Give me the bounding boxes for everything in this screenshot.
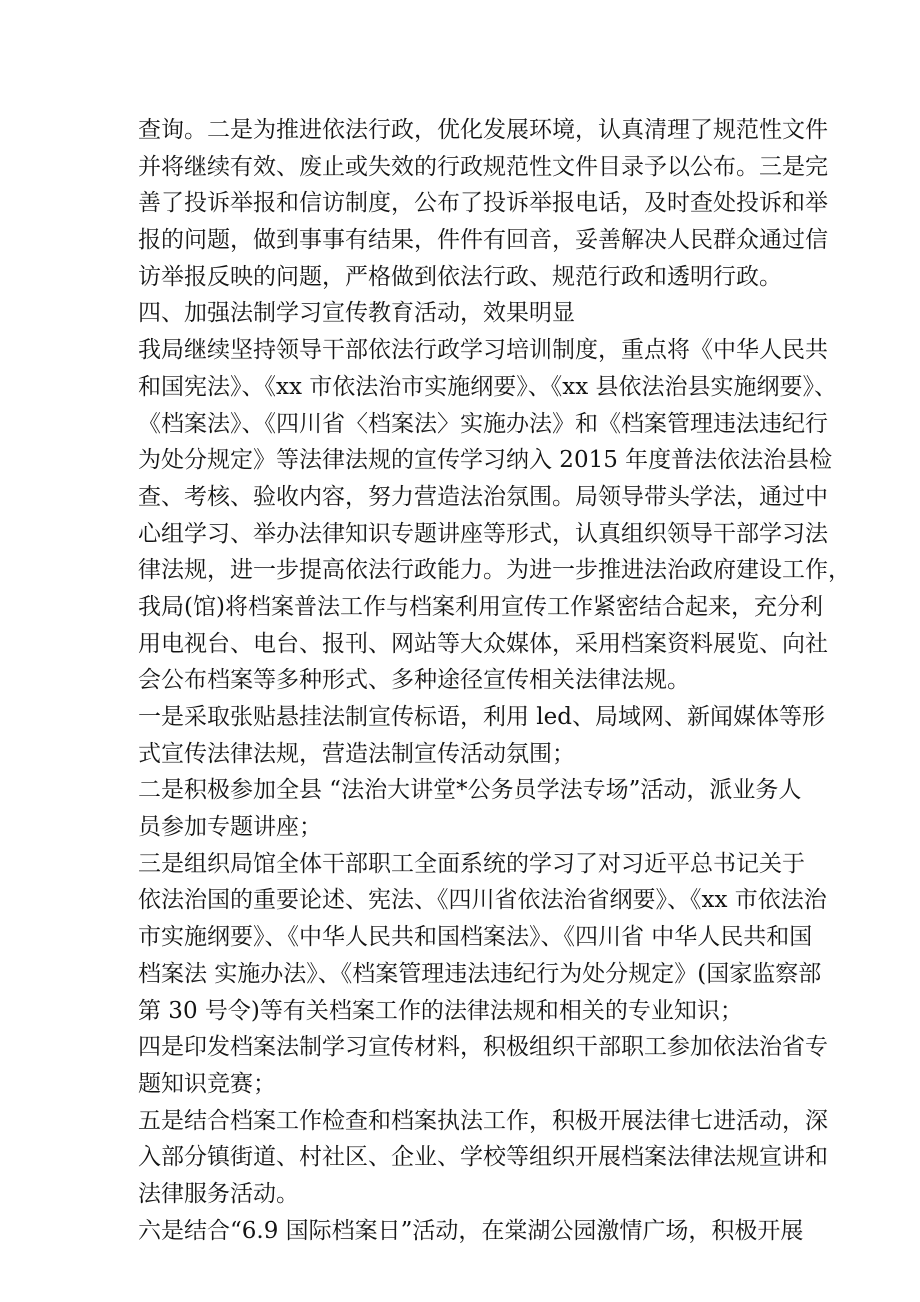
text-line: 档案法 实施办法》、《档案管理违法违纪行为处分规定》(国家监察部 <box>138 960 822 987</box>
text-line: 心组学习、举办法律知识专题讲座等形式，认真组织领导干部学习法 <box>138 520 828 547</box>
text-line: 并将继续有效、废止或失效的行政规范性文件目录予以公布。三是完 <box>138 153 828 180</box>
text-line: 题知识竞赛； <box>138 1070 276 1097</box>
text-line: 市实施纲要》、《中华人民共和国档案法》、《四川省 中华人民共和国 <box>138 924 813 951</box>
text-line: 五是结合档案工作检查和档案执法工作，积极开展法律七进活动，深 <box>138 1107 828 1134</box>
text-line: 员参加专题讲座； <box>138 814 322 841</box>
text-line: 一是采取张贴悬挂法制宣传标语，利用 led、局域网、新闻媒体等形 <box>138 704 826 730</box>
text-line: 式宣传法律法规，营造法制宣传活动氛围； <box>138 740 575 767</box>
text-line: 第 30 号令)等有关档案工作的法律法规和相关的专业知识； <box>138 997 743 1024</box>
text-line: 善了投诉举报和信访制度，公布了投诉举报电话，及时查处投诉和举 <box>138 190 828 217</box>
text-line: 入部分镇街道、村社区、企业、学校等组织开展档案法律法规宣讲和 <box>138 1144 828 1171</box>
text-line: 会公布档案等多种形式、多种途径宣传相关法律法规。 <box>138 667 690 694</box>
text-line: 法律服务活动。 <box>138 1180 299 1207</box>
text-line: 查、考核、验收内容，努力营造法治氛围。局领导带头学法，通过中 <box>138 483 828 510</box>
text-line: 和国宪法》、《xx 市依法治市实施纲要》、《xx 县依法治县实施纲要》、 <box>138 373 838 400</box>
text-line: 用电视台、电台、报刊、网站等大众媒体，采用档案资料展览、向社 <box>138 630 828 657</box>
text-line: 六是结合“6.9 国际档案日”活动，在棠湖公园激情广场，积极开展 <box>138 1217 804 1244</box>
text-line: 我局继续坚持领导干部依法行政学习培训制度，重点将《中华人民共 <box>138 337 828 364</box>
text-line: 访举报反映的问题，严格做到依法行政、规范行政和透明行政。 <box>138 263 782 290</box>
text-line: 三是组织局馆全体干部职工全面系统的学习了对习近平总书记关于 <box>138 850 805 877</box>
text-line: 我局(馆)将档案普法工作与档案利用宣传工作紧密结合起来，充分利 <box>138 593 823 620</box>
section-heading: 四、加强法制学习宣传教育活动，效果明显 <box>138 300 575 327</box>
text-line: 二是积极参加全县 “法治大讲堂*公务员学法专场”活动，派业务人 <box>138 777 802 804</box>
document-body <box>138 112 851 1249</box>
text-line: 依法治国的重要论述、宪法、《四川省依法治省纲要》、《xx 市依法治 <box>138 887 827 914</box>
text-line: 为处分规定》等法律法规的宣传学习纳入 2015 年度普法依法治县检 <box>138 447 833 474</box>
text-line: 《档案法》、《四川省〈档案法〉实施办法》和《档案管理违法违纪行 <box>138 410 828 437</box>
text-line: 四是印发档案法制学习宣传材料，积极组织干部职工参加依法治省专 <box>138 1034 828 1061</box>
text-line: 报的问题，做到事事有结果，件件有回音，妥善解决人民群众通过信 <box>138 227 828 254</box>
text-line: 律法规，进一步提高依法行政能力。为进一步推进法治政府建设工作， <box>138 557 851 584</box>
text-line: 查询。二是为推进依法行政，优化发展环境，认真清理了规范性文件 <box>138 117 828 143</box>
